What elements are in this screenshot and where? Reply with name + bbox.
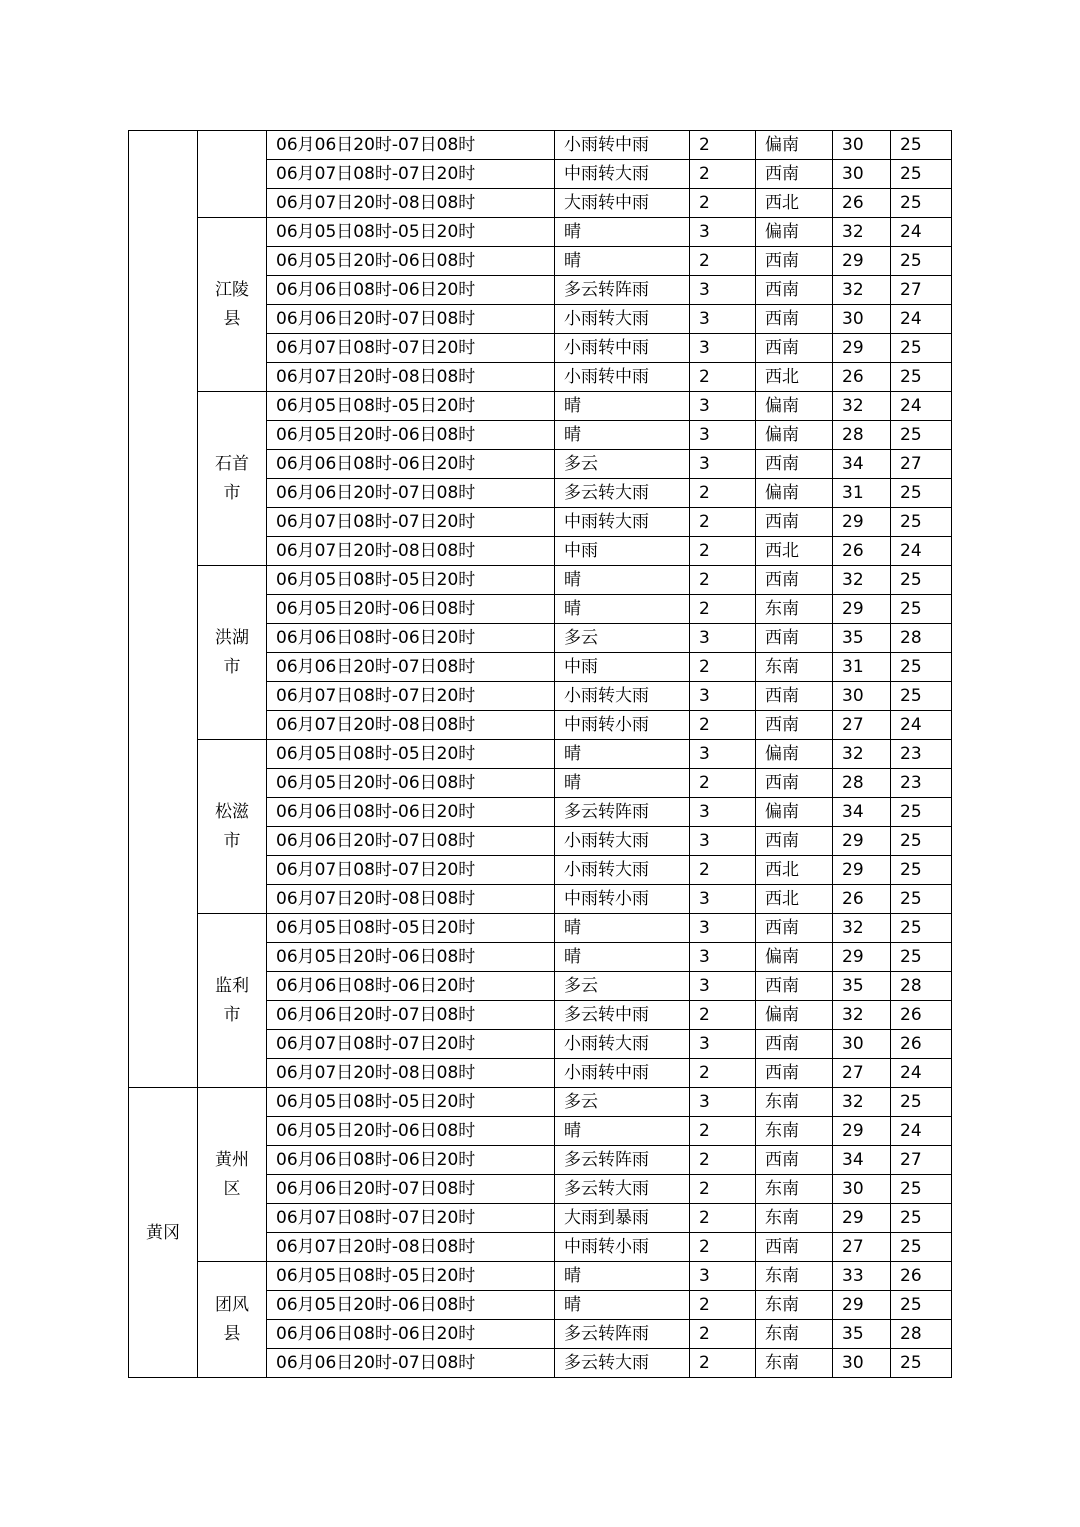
time-period-cell: 06月05日08时-05日20时 xyxy=(267,566,555,595)
wind-level-cell: 3 xyxy=(690,885,756,914)
city-cell: 黄冈 xyxy=(129,1088,198,1378)
table-row xyxy=(129,1262,952,1291)
wind-direction-cell: 偏南 xyxy=(756,218,833,247)
time-period-cell: 06月05日20时-06日08时 xyxy=(267,1117,555,1146)
max-temp-cell: 34 xyxy=(833,798,891,827)
wind-level-cell: 3 xyxy=(690,276,756,305)
wind-level-cell: 2 xyxy=(690,1175,756,1204)
max-temp-cell: 32 xyxy=(833,1088,891,1117)
wind-level-cell: 2 xyxy=(690,537,756,566)
wind-direction-cell: 偏南 xyxy=(756,1001,833,1030)
wind-level-cell: 2 xyxy=(690,363,756,392)
table-row xyxy=(129,218,952,247)
min-temp-cell: 24 xyxy=(891,218,952,247)
min-temp-cell: 24 xyxy=(891,305,952,334)
wind-level-cell: 3 xyxy=(690,972,756,1001)
wind-direction-cell: 西北 xyxy=(756,856,833,885)
weather-cell: 多云转大雨 xyxy=(555,1349,690,1378)
wind-level-cell: 3 xyxy=(690,1262,756,1291)
weather-cell: 晴 xyxy=(555,1117,690,1146)
wind-level-cell: 3 xyxy=(690,421,756,450)
wind-direction-cell: 西南 xyxy=(756,450,833,479)
min-temp-cell: 24 xyxy=(891,392,952,421)
max-temp-cell: 28 xyxy=(833,769,891,798)
min-temp-cell: 25 xyxy=(891,885,952,914)
min-temp-cell: 25 xyxy=(891,566,952,595)
max-temp-cell: 29 xyxy=(833,1291,891,1320)
weather-cell: 小雨转大雨 xyxy=(555,856,690,885)
weather-cell: 中雨转大雨 xyxy=(555,508,690,537)
min-temp-cell: 25 xyxy=(891,682,952,711)
min-temp-cell: 25 xyxy=(891,160,952,189)
time-period-cell: 06月05日08时-05日20时 xyxy=(267,1088,555,1117)
table-row xyxy=(129,566,952,595)
min-temp-cell: 24 xyxy=(891,711,952,740)
wind-direction-cell: 西南 xyxy=(756,711,833,740)
min-temp-cell: 25 xyxy=(891,595,952,624)
time-period-cell: 06月07日08时-07日20时 xyxy=(267,682,555,711)
max-temp-cell: 32 xyxy=(833,914,891,943)
time-period-cell: 06月07日08时-07日20时 xyxy=(267,508,555,537)
max-temp-cell: 30 xyxy=(833,305,891,334)
max-temp-cell: 30 xyxy=(833,160,891,189)
table-row xyxy=(129,914,952,943)
wind-direction-cell: 西南 xyxy=(756,305,833,334)
max-temp-cell: 29 xyxy=(833,595,891,624)
weather-cell: 多云 xyxy=(555,972,690,1001)
wind-direction-cell: 东南 xyxy=(756,1117,833,1146)
wind-direction-cell: 偏南 xyxy=(756,392,833,421)
time-period-cell: 06月07日08时-07日20时 xyxy=(267,334,555,363)
time-period-cell: 06月05日20时-06日08时 xyxy=(267,421,555,450)
time-period-cell: 06月07日20时-08日08时 xyxy=(267,537,555,566)
time-period-cell: 06月06日20时-07日08时 xyxy=(267,305,555,334)
min-temp-cell: 26 xyxy=(891,1030,952,1059)
wind-direction-cell: 西南 xyxy=(756,769,833,798)
max-temp-cell: 31 xyxy=(833,653,891,682)
wind-level-cell: 2 xyxy=(690,769,756,798)
min-temp-cell: 25 xyxy=(891,1349,952,1378)
time-period-cell: 06月07日20时-08日08时 xyxy=(267,711,555,740)
wind-level-cell: 2 xyxy=(690,1320,756,1349)
max-temp-cell: 26 xyxy=(833,537,891,566)
max-temp-cell: 30 xyxy=(833,131,891,160)
time-period-cell: 06月05日08时-05日20时 xyxy=(267,1262,555,1291)
min-temp-cell: 25 xyxy=(891,334,952,363)
wind-direction-cell: 西南 xyxy=(756,160,833,189)
min-temp-cell: 25 xyxy=(891,1175,952,1204)
max-temp-cell: 34 xyxy=(833,1146,891,1175)
weather-cell: 多云转阵雨 xyxy=(555,798,690,827)
min-temp-cell: 25 xyxy=(891,421,952,450)
wind-level-cell: 2 xyxy=(690,247,756,276)
wind-direction-cell: 偏南 xyxy=(756,740,833,769)
time-period-cell: 06月05日08时-05日20时 xyxy=(267,392,555,421)
weather-cell: 中雨转小雨 xyxy=(555,1233,690,1262)
time-period-cell: 06月06日20时-07日08时 xyxy=(267,131,555,160)
county-cell xyxy=(198,914,267,1088)
min-temp-cell: 25 xyxy=(891,1204,952,1233)
weather-cell: 多云转阵雨 xyxy=(555,1320,690,1349)
wind-level-cell: 2 xyxy=(690,711,756,740)
time-period-cell: 06月05日08时-05日20时 xyxy=(267,740,555,769)
min-temp-cell: 28 xyxy=(891,1320,952,1349)
max-temp-cell: 29 xyxy=(833,943,891,972)
wind-level-cell: 3 xyxy=(690,740,756,769)
county-name: 黄州区 xyxy=(215,1149,249,1199)
wind-direction-cell: 偏南 xyxy=(756,421,833,450)
max-temp-cell: 32 xyxy=(833,740,891,769)
min-temp-cell: 25 xyxy=(891,827,952,856)
wind-direction-cell: 偏南 xyxy=(756,798,833,827)
wind-level-cell: 3 xyxy=(690,827,756,856)
weather-cell: 晴 xyxy=(555,1291,690,1320)
county-name: 洪湖市 xyxy=(215,627,249,677)
time-period-cell: 06月06日08时-06日20时 xyxy=(267,1320,555,1349)
wind-level-cell: 2 xyxy=(690,856,756,885)
wind-level-cell: 3 xyxy=(690,334,756,363)
min-temp-cell: 23 xyxy=(891,769,952,798)
weather-cell: 晴 xyxy=(555,566,690,595)
wind-direction-cell: 东南 xyxy=(756,595,833,624)
max-temp-cell: 34 xyxy=(833,450,891,479)
min-temp-cell: 25 xyxy=(891,914,952,943)
weather-cell: 晴 xyxy=(555,392,690,421)
min-temp-cell: 26 xyxy=(891,1262,952,1291)
min-temp-cell: 25 xyxy=(891,479,952,508)
wind-direction-cell: 西南 xyxy=(756,624,833,653)
min-temp-cell: 25 xyxy=(891,247,952,276)
wind-level-cell: 3 xyxy=(690,450,756,479)
weather-cell: 小雨转中雨 xyxy=(555,334,690,363)
max-temp-cell: 35 xyxy=(833,972,891,1001)
min-temp-cell: 24 xyxy=(891,1117,952,1146)
city-cell xyxy=(129,131,198,1088)
wind-level-cell: 2 xyxy=(690,566,756,595)
table-row xyxy=(129,740,952,769)
wind-direction-cell: 东南 xyxy=(756,1349,833,1378)
wind-direction-cell: 西南 xyxy=(756,827,833,856)
wind-level-cell: 3 xyxy=(690,1030,756,1059)
max-temp-cell: 35 xyxy=(833,1320,891,1349)
weather-cell: 小雨转中雨 xyxy=(555,363,690,392)
time-period-cell: 06月06日20时-07日08时 xyxy=(267,653,555,682)
wind-level-cell: 2 xyxy=(690,1146,756,1175)
time-period-cell: 06月06日08时-06日20时 xyxy=(267,972,555,1001)
wind-direction-cell: 东南 xyxy=(756,1088,833,1117)
wind-level-cell: 2 xyxy=(690,1001,756,1030)
max-temp-cell: 28 xyxy=(833,421,891,450)
wind-level-cell: 3 xyxy=(690,943,756,972)
wind-direction-cell: 西南 xyxy=(756,972,833,1001)
time-period-cell: 06月07日08时-07日20时 xyxy=(267,160,555,189)
wind-level-cell: 2 xyxy=(690,1349,756,1378)
weather-cell: 多云转中雨 xyxy=(555,1001,690,1030)
weather-cell: 中雨转大雨 xyxy=(555,160,690,189)
max-temp-cell: 26 xyxy=(833,363,891,392)
max-temp-cell: 31 xyxy=(833,479,891,508)
weather-cell: 晴 xyxy=(555,421,690,450)
county-cell xyxy=(198,566,267,740)
wind-level-cell: 2 xyxy=(690,1233,756,1262)
forecast-table-body xyxy=(129,131,952,1378)
wind-direction-cell: 东南 xyxy=(756,653,833,682)
wind-direction-cell: 西北 xyxy=(756,363,833,392)
county-cell xyxy=(198,1262,267,1378)
time-period-cell: 06月06日08时-06日20时 xyxy=(267,624,555,653)
wind-direction-cell: 西南 xyxy=(756,914,833,943)
county-name: 团风县 xyxy=(215,1294,249,1344)
forecast-table xyxy=(128,130,952,1378)
wind-level-cell: 2 xyxy=(690,189,756,218)
min-temp-cell: 25 xyxy=(891,653,952,682)
county-name: 江陵县 xyxy=(215,279,249,329)
wind-level-cell: 2 xyxy=(690,1291,756,1320)
time-period-cell: 06月06日08时-06日20时 xyxy=(267,276,555,305)
wind-direction-cell: 西南 xyxy=(756,566,833,595)
weather-cell: 中雨转小雨 xyxy=(555,885,690,914)
weather-cell: 中雨 xyxy=(555,537,690,566)
time-period-cell: 06月07日20时-08日08时 xyxy=(267,1059,555,1088)
min-temp-cell: 27 xyxy=(891,276,952,305)
table-row xyxy=(129,392,952,421)
weather-cell: 晴 xyxy=(555,769,690,798)
wind-level-cell: 2 xyxy=(690,595,756,624)
wind-level-cell: 3 xyxy=(690,392,756,421)
min-temp-cell: 27 xyxy=(891,450,952,479)
wind-level-cell: 3 xyxy=(690,914,756,943)
max-temp-cell: 30 xyxy=(833,1349,891,1378)
county-name: 石首市 xyxy=(215,453,249,503)
wind-direction-cell: 东南 xyxy=(756,1320,833,1349)
wind-level-cell: 2 xyxy=(690,1204,756,1233)
weather-cell: 晴 xyxy=(555,914,690,943)
time-period-cell: 06月07日08时-07日20时 xyxy=(267,1030,555,1059)
max-temp-cell: 30 xyxy=(833,1175,891,1204)
min-temp-cell: 23 xyxy=(891,740,952,769)
min-temp-cell: 25 xyxy=(891,189,952,218)
weather-cell: 晴 xyxy=(555,218,690,247)
max-temp-cell: 33 xyxy=(833,1262,891,1291)
time-period-cell: 06月05日20时-06日08时 xyxy=(267,595,555,624)
time-period-cell: 06月05日20时-06日08时 xyxy=(267,1291,555,1320)
min-temp-cell: 25 xyxy=(891,1088,952,1117)
wind-level-cell: 2 xyxy=(690,479,756,508)
wind-level-cell: 2 xyxy=(690,653,756,682)
max-temp-cell: 32 xyxy=(833,392,891,421)
county-cell xyxy=(198,1088,267,1262)
time-period-cell: 06月06日08时-06日20时 xyxy=(267,450,555,479)
time-period-cell: 06月07日20时-08日08时 xyxy=(267,363,555,392)
wind-direction-cell: 东南 xyxy=(756,1262,833,1291)
weather-cell: 多云转阵雨 xyxy=(555,1146,690,1175)
weather-cell: 中雨转小雨 xyxy=(555,711,690,740)
max-temp-cell: 29 xyxy=(833,1204,891,1233)
max-temp-cell: 29 xyxy=(833,856,891,885)
wind-direction-cell: 东南 xyxy=(756,1175,833,1204)
time-period-cell: 06月07日20时-08日08时 xyxy=(267,885,555,914)
weather-cell: 小雨转中雨 xyxy=(555,131,690,160)
max-temp-cell: 27 xyxy=(833,1059,891,1088)
wind-direction-cell: 西南 xyxy=(756,247,833,276)
time-period-cell: 06月05日20时-06日08时 xyxy=(267,247,555,276)
time-period-cell: 06月07日20时-08日08时 xyxy=(267,189,555,218)
wind-level-cell: 3 xyxy=(690,682,756,711)
time-period-cell: 06月06日08时-06日20时 xyxy=(267,1146,555,1175)
county-cell xyxy=(198,131,267,218)
wind-level-cell: 3 xyxy=(690,1088,756,1117)
weather-cell: 小雨转大雨 xyxy=(555,305,690,334)
max-temp-cell: 27 xyxy=(833,711,891,740)
wind-direction-cell: 偏南 xyxy=(756,479,833,508)
max-temp-cell: 29 xyxy=(833,508,891,537)
weather-cell: 晴 xyxy=(555,943,690,972)
wind-direction-cell: 西南 xyxy=(756,276,833,305)
wind-level-cell: 2 xyxy=(690,131,756,160)
max-temp-cell: 29 xyxy=(833,1117,891,1146)
weather-cell: 多云转大雨 xyxy=(555,479,690,508)
min-temp-cell: 25 xyxy=(891,943,952,972)
wind-direction-cell: 偏南 xyxy=(756,131,833,160)
wind-level-cell: 3 xyxy=(690,798,756,827)
wind-level-cell: 3 xyxy=(690,624,756,653)
max-temp-cell: 26 xyxy=(833,885,891,914)
county-name: 松滋市 xyxy=(215,801,249,851)
time-period-cell: 06月06日20时-07日08时 xyxy=(267,1001,555,1030)
time-period-cell: 06月06日20时-07日08时 xyxy=(267,1349,555,1378)
weather-cell: 多云 xyxy=(555,450,690,479)
time-period-cell: 06月05日08时-05日20时 xyxy=(267,218,555,247)
max-temp-cell: 32 xyxy=(833,566,891,595)
wind-direction-cell: 西南 xyxy=(756,334,833,363)
max-temp-cell: 32 xyxy=(833,218,891,247)
wind-level-cell: 2 xyxy=(690,160,756,189)
max-temp-cell: 26 xyxy=(833,189,891,218)
wind-direction-cell: 西北 xyxy=(756,885,833,914)
wind-direction-cell: 偏南 xyxy=(756,943,833,972)
time-period-cell: 06月05日08时-05日20时 xyxy=(267,914,555,943)
county-name: 监利市 xyxy=(215,975,249,1025)
min-temp-cell: 27 xyxy=(891,1146,952,1175)
wind-level-cell: 2 xyxy=(690,508,756,537)
min-temp-cell: 25 xyxy=(891,1233,952,1262)
weather-cell: 大雨转中雨 xyxy=(555,189,690,218)
weather-cell: 小雨转大雨 xyxy=(555,827,690,856)
wind-direction-cell: 西南 xyxy=(756,682,833,711)
wind-direction-cell: 西北 xyxy=(756,537,833,566)
min-temp-cell: 28 xyxy=(891,624,952,653)
weather-cell: 晴 xyxy=(555,595,690,624)
weather-cell: 多云 xyxy=(555,624,690,653)
weather-cell: 晴 xyxy=(555,1262,690,1291)
min-temp-cell: 24 xyxy=(891,1059,952,1088)
time-period-cell: 06月06日08时-06日20时 xyxy=(267,798,555,827)
wind-direction-cell: 西南 xyxy=(756,508,833,537)
max-temp-cell: 27 xyxy=(833,1233,891,1262)
time-period-cell: 06月06日20时-07日08时 xyxy=(267,827,555,856)
min-temp-cell: 24 xyxy=(891,537,952,566)
weather-cell: 大雨到暴雨 xyxy=(555,1204,690,1233)
table-row xyxy=(129,131,952,160)
min-temp-cell: 25 xyxy=(891,508,952,537)
time-period-cell: 06月07日08时-07日20时 xyxy=(267,1204,555,1233)
county-cell xyxy=(198,740,267,914)
weather-cell: 小雨转中雨 xyxy=(555,1059,690,1088)
time-period-cell: 06月07日20时-08日08时 xyxy=(267,1233,555,1262)
max-temp-cell: 29 xyxy=(833,827,891,856)
time-period-cell: 06月06日20时-07日08时 xyxy=(267,1175,555,1204)
max-temp-cell: 35 xyxy=(833,624,891,653)
county-cell xyxy=(198,392,267,566)
wind-direction-cell: 西北 xyxy=(756,189,833,218)
wind-direction-cell: 东南 xyxy=(756,1204,833,1233)
weather-cell: 小雨转大雨 xyxy=(555,682,690,711)
min-temp-cell: 25 xyxy=(891,856,952,885)
weather-cell: 多云转大雨 xyxy=(555,1175,690,1204)
weather-cell: 晴 xyxy=(555,247,690,276)
min-temp-cell: 25 xyxy=(891,363,952,392)
wind-level-cell: 2 xyxy=(690,1117,756,1146)
county-cell xyxy=(198,218,267,392)
time-period-cell: 06月05日20时-06日08时 xyxy=(267,769,555,798)
max-temp-cell: 30 xyxy=(833,1030,891,1059)
min-temp-cell: 25 xyxy=(891,1291,952,1320)
wind-direction-cell: 东南 xyxy=(756,1291,833,1320)
weather-cell: 中雨 xyxy=(555,653,690,682)
wind-level-cell: 2 xyxy=(690,1059,756,1088)
max-temp-cell: 29 xyxy=(833,247,891,276)
max-temp-cell: 29 xyxy=(833,334,891,363)
max-temp-cell: 32 xyxy=(833,276,891,305)
max-temp-cell: 32 xyxy=(833,1001,891,1030)
wind-direction-cell: 西南 xyxy=(756,1030,833,1059)
weather-cell: 小雨转大雨 xyxy=(555,1030,690,1059)
weather-cell: 多云转阵雨 xyxy=(555,276,690,305)
min-temp-cell: 25 xyxy=(891,131,952,160)
time-period-cell: 06月06日20时-07日08时 xyxy=(267,479,555,508)
time-period-cell: 06月05日20时-06日08时 xyxy=(267,943,555,972)
min-temp-cell: 25 xyxy=(891,798,952,827)
max-temp-cell: 30 xyxy=(833,682,891,711)
time-period-cell: 06月07日08时-07日20时 xyxy=(267,856,555,885)
weather-cell: 多云 xyxy=(555,1088,690,1117)
wind-level-cell: 3 xyxy=(690,305,756,334)
wind-level-cell: 3 xyxy=(690,218,756,247)
wind-direction-cell: 西南 xyxy=(756,1233,833,1262)
table-row xyxy=(129,1088,952,1117)
min-temp-cell: 28 xyxy=(891,972,952,1001)
wind-direction-cell: 西南 xyxy=(756,1146,833,1175)
weather-cell: 晴 xyxy=(555,740,690,769)
min-temp-cell: 26 xyxy=(891,1001,952,1030)
wind-direction-cell: 西南 xyxy=(756,1059,833,1088)
